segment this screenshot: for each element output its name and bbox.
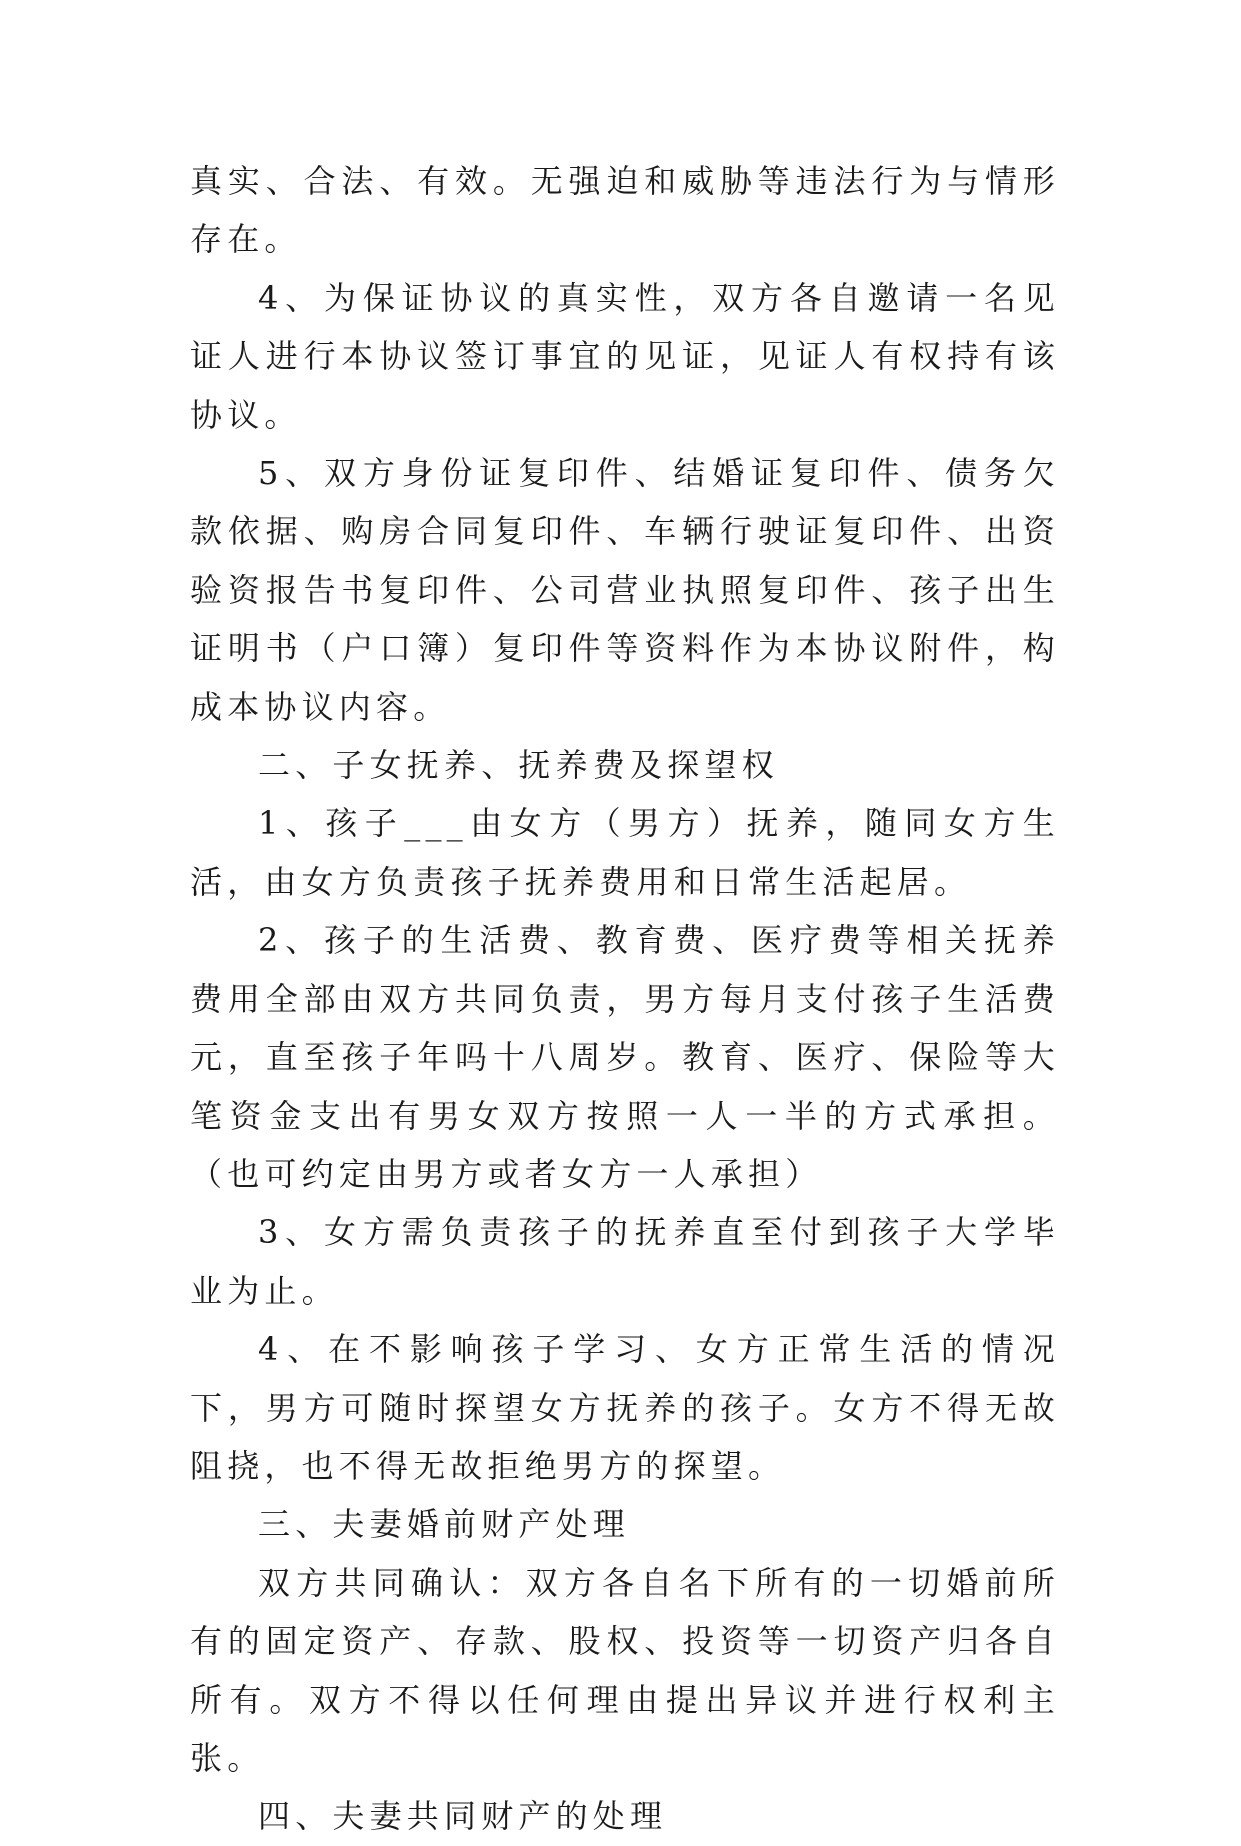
document-body bbox=[190, 152, 1060, 1846]
paragraph-custody-clause: 1、孩子___由女方（男方）抚养，随同女方生活，由女方负责孩子抚养费用和日常生活起居。 bbox=[190, 804, 1060, 901]
section-heading-child-custody: 二、子女抚养、抚养费及探望权 bbox=[258, 746, 779, 785]
section-heading-joint-property: 四、夫妻共同财产的处理 bbox=[258, 1797, 668, 1836]
paragraph-child-support-clause: 2、孩子的生活费、教育费、医疗费等相关抚养费用全部由双方共同负责，男方每月支付孩子生活费元，直至孩子年吗十八周岁。教育、医疗、保险等大笔资金支出有男女双方按照一人一半的方式承担。（也可约定由男方或者女方一人承担） bbox=[190, 921, 1060, 1193]
paragraph-upbringing-clause: 3、女方需负责孩子的抚养直至付到孩子大学毕业为止。 bbox=[190, 1213, 1060, 1310]
paragraph-witness-clause: 4、为保证协议的真实性，双方各自邀请一名见证人进行本协议签订事宜的见证，见证人有权持有该协议。 bbox=[190, 278, 1060, 434]
paragraph-validity-clause: 真实、合法、有效。无强迫和威胁等违法行为与情形存在。 bbox=[190, 162, 1060, 259]
paragraph-visitation-clause: 4、在不影响孩子学习、女方正常生活的情况下，男方可随时探望女方抚养的孩子。女方不得无故阻挠，也不得无故拒绝男方的探望。 bbox=[190, 1330, 1060, 1485]
paragraph-attachments-clause: 5、双方身份证复印件、结婚证复印件、债务欠款依据、购房合同复印件、车辆行驶证复印件、出资验资报告书复印件、公司营业执照复印件、孩子出生证明书（户口簿）复印件等资料作为本协议附件，构成本协议内容。 bbox=[190, 454, 1060, 726]
section-heading-premarital-property: 三、夫妻婚前财产处理 bbox=[258, 1505, 631, 1544]
paragraph-premarital-property-clause: 双方共同确认：双方各自名下所有的一切婚前所有的固定资产、存款、股权、投资等一切资产归各自所有。双方不得以任何理由提出异议并进行权利主张。 bbox=[190, 1563, 1060, 1777]
